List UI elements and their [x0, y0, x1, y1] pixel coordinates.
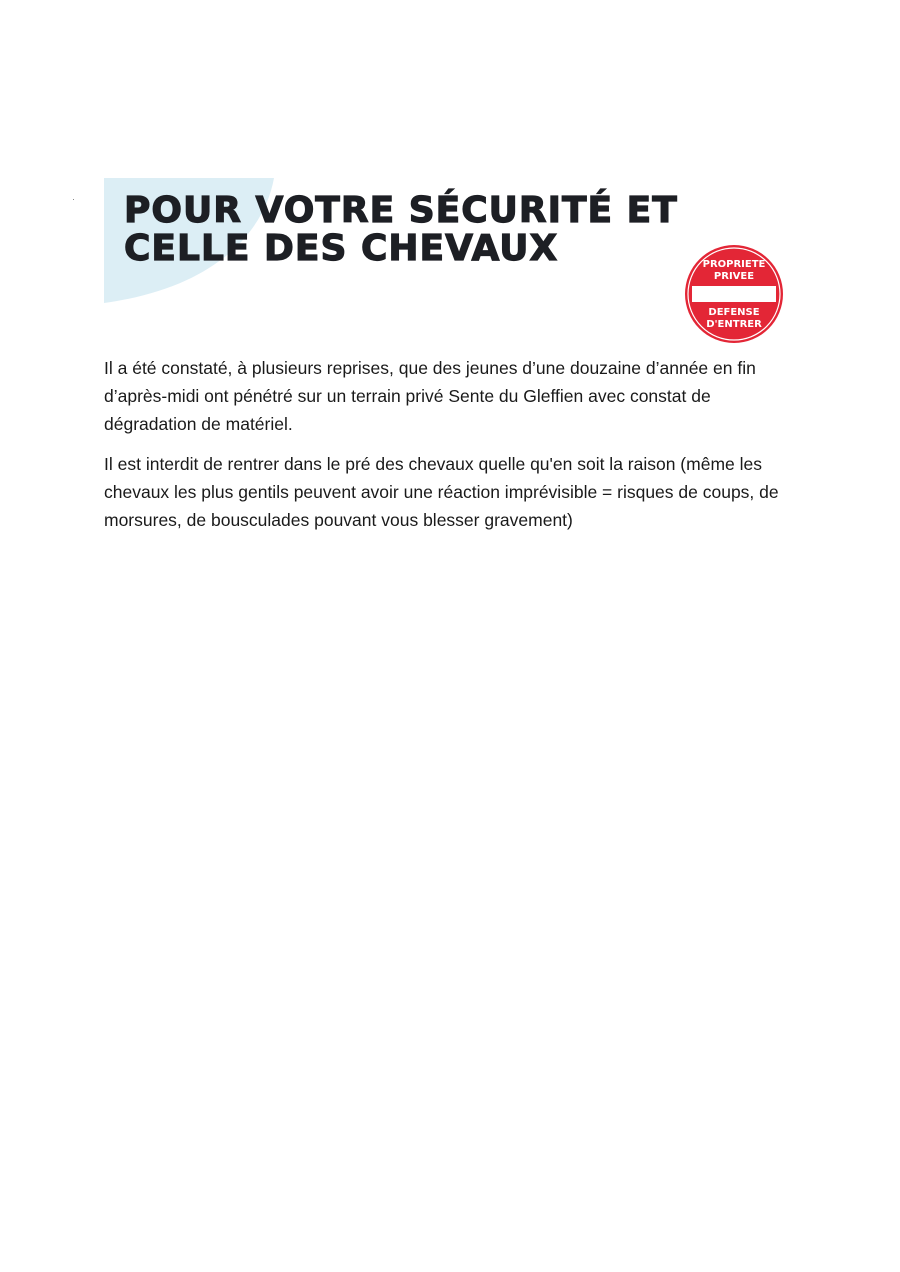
sign-bottom-line-1: DEFENSE — [708, 307, 760, 318]
page-title — [124, 192, 678, 268]
sign-bottom-line-2: D'ENTRER — [706, 319, 762, 330]
title-line-2: CELLE DES CHEVAUX — [124, 228, 559, 269]
scan-speck — [73, 199, 74, 200]
sign-top-text — [684, 259, 784, 283]
sign-top-line-2: PRIVEE — [713, 271, 755, 282]
sign-bottom-text — [684, 307, 784, 331]
sign-top-line-1: PROPRIETE — [702, 259, 766, 270]
header — [104, 178, 804, 348]
paragraph: Il a été constaté, à plusieurs reprises, que des jeunes d’une douzaine d’année en fin d’après-midi ont pénétré sur un terrain privé Sente du Gleffien avec constat de dégradation de matériel. — [104, 358, 756, 434]
body-text — [104, 354, 794, 546]
title-line-1: POUR VOTRE SÉCURITÉ ET — [124, 190, 678, 231]
paragraph: Il est interdit de rentrer dans le pré des chevaux quelle qu'en soit la raison (même les chevaux les plus gentils peuvent avoir une réaction imprévisible = risques de coups, de morsures, de bousculades pouvant vous blesser gravement) — [104, 454, 779, 530]
private-property-sign — [684, 244, 784, 344]
